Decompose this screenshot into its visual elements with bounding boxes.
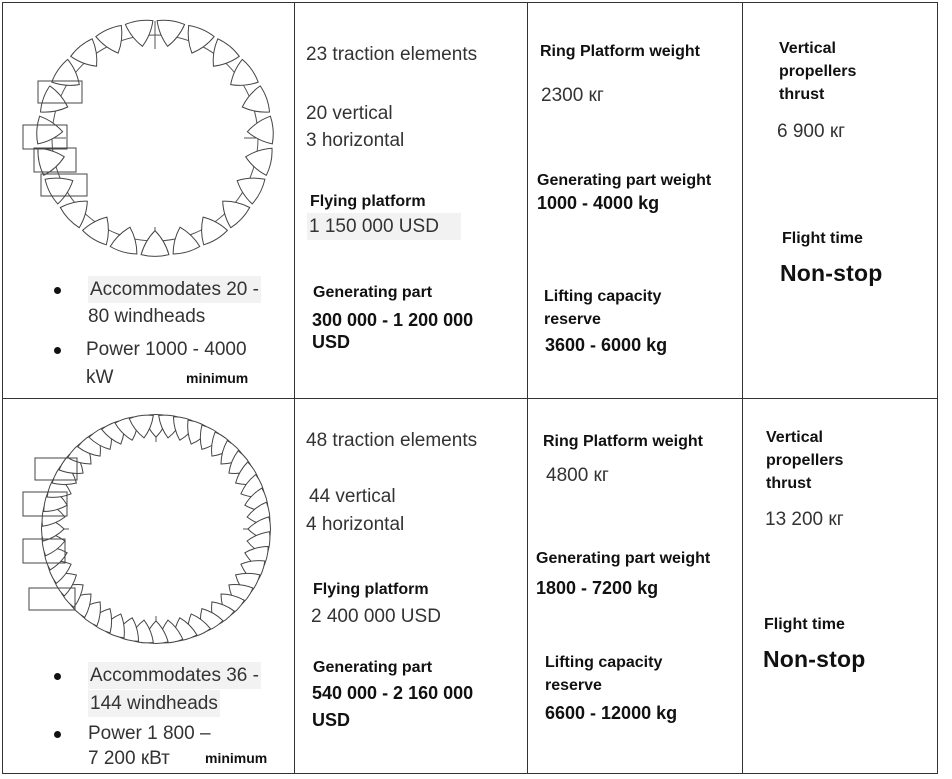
horizontal-count: 4 horizontal — [306, 514, 405, 535]
power-text: Power 1000 - 4000 — [86, 339, 247, 360]
vertical-propellers-thrust: 13 200 кг — [765, 509, 844, 530]
accommodates-text-2: 80 windheads — [88, 306, 206, 327]
traction-element-icon — [188, 26, 214, 54]
generating-part-currency: USD — [312, 710, 351, 730]
column-divider — [294, 2, 295, 774]
power-unit: kW — [86, 367, 114, 388]
ring-platform-weight-value: 4800 кг — [546, 465, 609, 486]
traction-element-icon — [71, 39, 97, 66]
ring-platform-weight-label: Ring Platform weight — [543, 433, 703, 450]
lifting-capacity-label: Lifting capacity — [545, 654, 663, 671]
traction-element-icon — [141, 231, 169, 257]
traction-element-icon — [38, 148, 64, 175]
flying-platform-label: Flying platform — [310, 193, 426, 210]
vertical-propellers-label-2: propellers — [766, 452, 844, 469]
traction-element-icon — [96, 26, 122, 54]
lifting-capacity-value: 6600 - 12000 kg — [545, 703, 678, 723]
traction-element-icon — [231, 59, 259, 85]
traction-elements: 48 traction elements — [306, 430, 478, 451]
power-text: Power 1 800 – — [88, 723, 211, 744]
flying-platform-price: 2 400 000 USD — [311, 606, 441, 627]
accommodates-text-2: 144 windheads — [88, 690, 220, 717]
traction-element-icon — [83, 217, 109, 245]
generating-part-label: Generating part — [313, 659, 433, 676]
lifting-capacity-label-2: reserve — [544, 311, 601, 328]
flying-platform-price: 1 150 000 USD — [307, 213, 461, 240]
ring-platform-diagram-2 — [18, 402, 288, 652]
traction-element-icon — [110, 227, 137, 254]
flight-time-label: Flight time — [764, 616, 845, 633]
generating-part-weight-value: 1800 - 7200 kg — [536, 578, 659, 598]
bullet-icon — [54, 287, 61, 294]
column-divider — [527, 2, 528, 774]
traction-element-icon — [247, 116, 273, 144]
generating-part-currency: USD — [312, 332, 351, 352]
vertical-propellers-thrust: 6 900 кг — [777, 121, 846, 142]
vertical-count: 20 vertical — [306, 103, 393, 124]
vertical-propellers-label-3: thrust — [779, 86, 825, 103]
accommodates-text: Accommodates 20 - — [88, 276, 261, 303]
vertical-propellers-label: Vertical — [779, 40, 836, 57]
vertical-propellers-label-3: thrust — [766, 475, 812, 492]
traction-element-icon — [45, 178, 73, 204]
traction-element-icon — [60, 201, 87, 228]
ring-platform-weight-label: Ring Platform weight — [540, 43, 700, 60]
generating-part-price: 300 000 - 1 200 000 — [312, 310, 474, 330]
traction-element-icon — [157, 20, 185, 46]
traction-element-icon — [173, 227, 200, 254]
column-divider — [742, 2, 743, 774]
flight-time-value: Non-stop — [763, 646, 866, 672]
lifting-capacity-label: Lifting capacity — [544, 288, 662, 305]
bullet-icon — [54, 673, 61, 680]
traction-element-icon — [246, 148, 272, 175]
minimum-label: minimum — [205, 750, 268, 766]
generating-part-weight-label: Generating part weight — [537, 172, 712, 189]
accommodates-text: Accommodates 36 - — [88, 662, 261, 689]
generating-part-weight-label: Generating part weight — [536, 550, 711, 567]
lifting-capacity-value: 3600 - 6000 kg — [545, 335, 668, 355]
flying-platform-label: Flying platform — [313, 581, 429, 598]
flight-time-value: Non-stop — [780, 260, 883, 286]
ring-platform-diagram-1 — [18, 8, 288, 263]
bullet-icon — [54, 347, 61, 354]
traction-element-icon — [213, 39, 239, 66]
lifting-capacity-label-2: reserve — [545, 677, 602, 694]
vertical-propellers-label: Vertical — [766, 429, 823, 446]
traction-element-icon — [237, 178, 265, 204]
traction-elements: 23 traction elements — [306, 44, 478, 65]
traction-element-icon — [223, 201, 250, 228]
traction-element-icon — [202, 217, 228, 245]
row-divider — [2, 398, 938, 399]
ring-platform-weight-value: 2300 кг — [541, 85, 604, 106]
minimum-label: minimum — [186, 370, 249, 386]
horizontal-count: 3 horizontal — [306, 130, 405, 151]
traction-element-icon — [37, 116, 63, 144]
vertical-count: 44 vertical — [309, 486, 396, 507]
power-unit: 7 200 кВт — [88, 748, 170, 769]
generating-part-price: 540 000 - 2 160 000 — [312, 683, 474, 703]
bullet-icon — [54, 731, 61, 738]
flight-time-label: Flight time — [782, 230, 863, 247]
generating-part-label: Generating part — [313, 284, 433, 301]
traction-element-icon — [125, 20, 152, 46]
generating-part-weight-value: 1000 - 4000 kg — [537, 193, 660, 213]
vertical-propellers-label-2: propellers — [779, 63, 857, 80]
